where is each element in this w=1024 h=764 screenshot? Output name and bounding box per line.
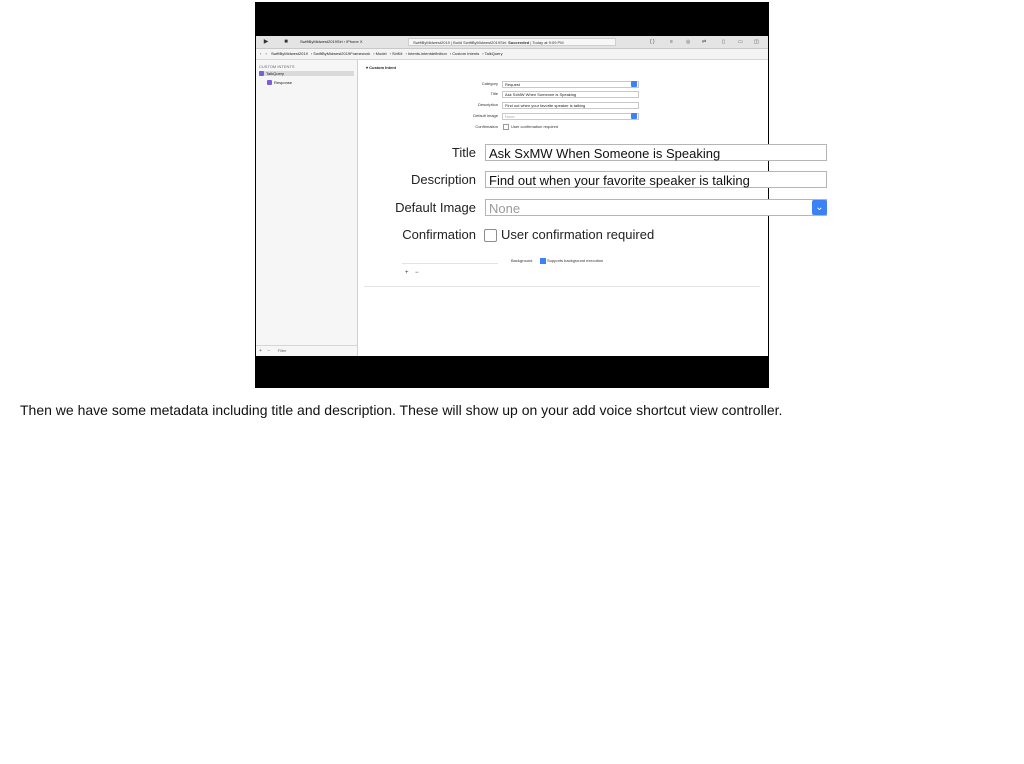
intent-icon [259,71,264,76]
jump-item[interactable]: TalkQuery [484,51,503,56]
section-title: Custom Intent [369,65,397,70]
status-prefix: SwiftByMidwest2019 | Build SwiftByMidwest2019Siri: [413,40,507,45]
default-image-arrow-icon[interactable] [631,113,637,119]
description-field[interactable]: Find out when your favorite speaker is talking [502,102,639,109]
zoom-default-image-popup[interactable]: None [485,199,827,216]
run-button[interactable]: ▶ [263,39,269,45]
category-popup-arrow-icon[interactable] [631,81,637,87]
navigator-toggle-icon[interactable]: ▯ [722,39,725,45]
add-intent-button[interactable]: + [259,348,262,354]
nav-section-header: CUSTOM INTENTS [259,64,295,69]
background-text: Supports background execution [547,258,604,263]
zoom-chevron-down-icon[interactable]: ⌄ [812,200,827,215]
back-icon[interactable]: ‹ [260,51,262,56]
device-name: iPhone X [346,39,363,44]
jump-item[interactable]: SwiftByMidwest2019Framework [313,51,371,56]
nav-filter-bar [256,345,357,356]
zoom-title-field[interactable]: Ask SxMW When Someone is Speaking [485,144,827,161]
zoom-description-field[interactable]: Find out when your favorite speaker is talking [485,171,827,188]
activity-status [408,38,616,46]
confirmation-text: User confirmation required [511,124,559,129]
default-image-label: Default Image [473,113,498,118]
toolbar [256,36,768,49]
param-list-divider [402,263,498,264]
intent-navigator [256,60,358,356]
library-icon[interactable]: { } [650,39,655,45]
default-image-popup[interactable]: None [502,113,639,120]
version-editor-icon[interactable]: ⇄ [702,39,707,45]
jump-item[interactable]: Intents.intentdefinition [407,51,447,56]
nav-item-label: Response [274,80,293,85]
zoom-description-label: Description [410,172,476,187]
slide-caption: Then we have some metadata including title and description. These will show up on your add voice shortcut view controller. [20,402,783,418]
remove-parameter-button[interactable]: − [415,270,419,276]
standard-editor-icon[interactable]: ≡ [670,39,673,45]
title-label: Title [490,91,498,96]
jump-item[interactable]: SiriKit [392,51,403,56]
jump-bar: ‹ › SwiftByMidwest2019 › SwiftByMidwest2019Framework › Model › SiriKit › Intents.intentdefinition › Custom Intents › TalkQuery [256,49,768,60]
background-label: Background [511,258,533,263]
status-time: | Today at 9:09 PM [530,40,564,45]
jump-item[interactable]: Model [375,51,387,56]
zoom-confirmation-label: Confirmation [402,227,476,242]
status-result: Succeeded [508,40,530,45]
zoom-default-image-label: Default Image [395,200,476,215]
jump-item[interactable]: SwiftByMidwest2019 [270,51,308,56]
background-checkbox[interactable] [540,258,546,264]
zoom-confirmation-text: User confirmation required [501,227,655,242]
confirmation-label: Confirmation [475,124,498,129]
forward-icon[interactable]: › [265,51,267,56]
nav-item-label: TalkQuery [266,71,285,76]
inspector-toggle-icon[interactable]: ◫ [754,39,759,45]
category-label: Category [481,81,498,86]
add-parameter-button[interactable]: + [405,270,409,276]
nav-item-talkquery[interactable] [259,71,354,76]
zoomed-metadata-panel [358,141,824,253]
slide-frame [255,2,824,388]
debug-toggle-icon[interactable]: ▭ [738,39,743,45]
xcode-window [256,36,824,356]
stop-button[interactable]: ■ [284,39,288,45]
category-popup[interactable]: Request [502,81,639,88]
response-icon [267,80,272,85]
section-custom-intent[interactable]: ▾ Custom Intent [366,65,397,70]
confirmation-checkbox[interactable] [503,124,509,130]
nav-item-response[interactable] [267,80,292,85]
scheme-name: SwiftByMidwest2019Siri [300,39,343,44]
zoom-confirmation-checkbox[interactable] [484,229,497,242]
assistant-editor-icon[interactable]: ◎ [686,39,691,45]
title-field[interactable]: Ask SxMW When Someone is Speaking [502,91,639,98]
jump-item[interactable]: Custom Intents [452,51,480,56]
description-label: Description [477,102,498,107]
zoom-title-label: Title [451,145,476,160]
remove-intent-button[interactable]: − [267,348,271,354]
divider [364,286,760,287]
scheme-selector[interactable]: SwiftByMidwest2019Siri › iPhone X [300,39,363,44]
filter-input[interactable]: Filter [277,348,287,353]
